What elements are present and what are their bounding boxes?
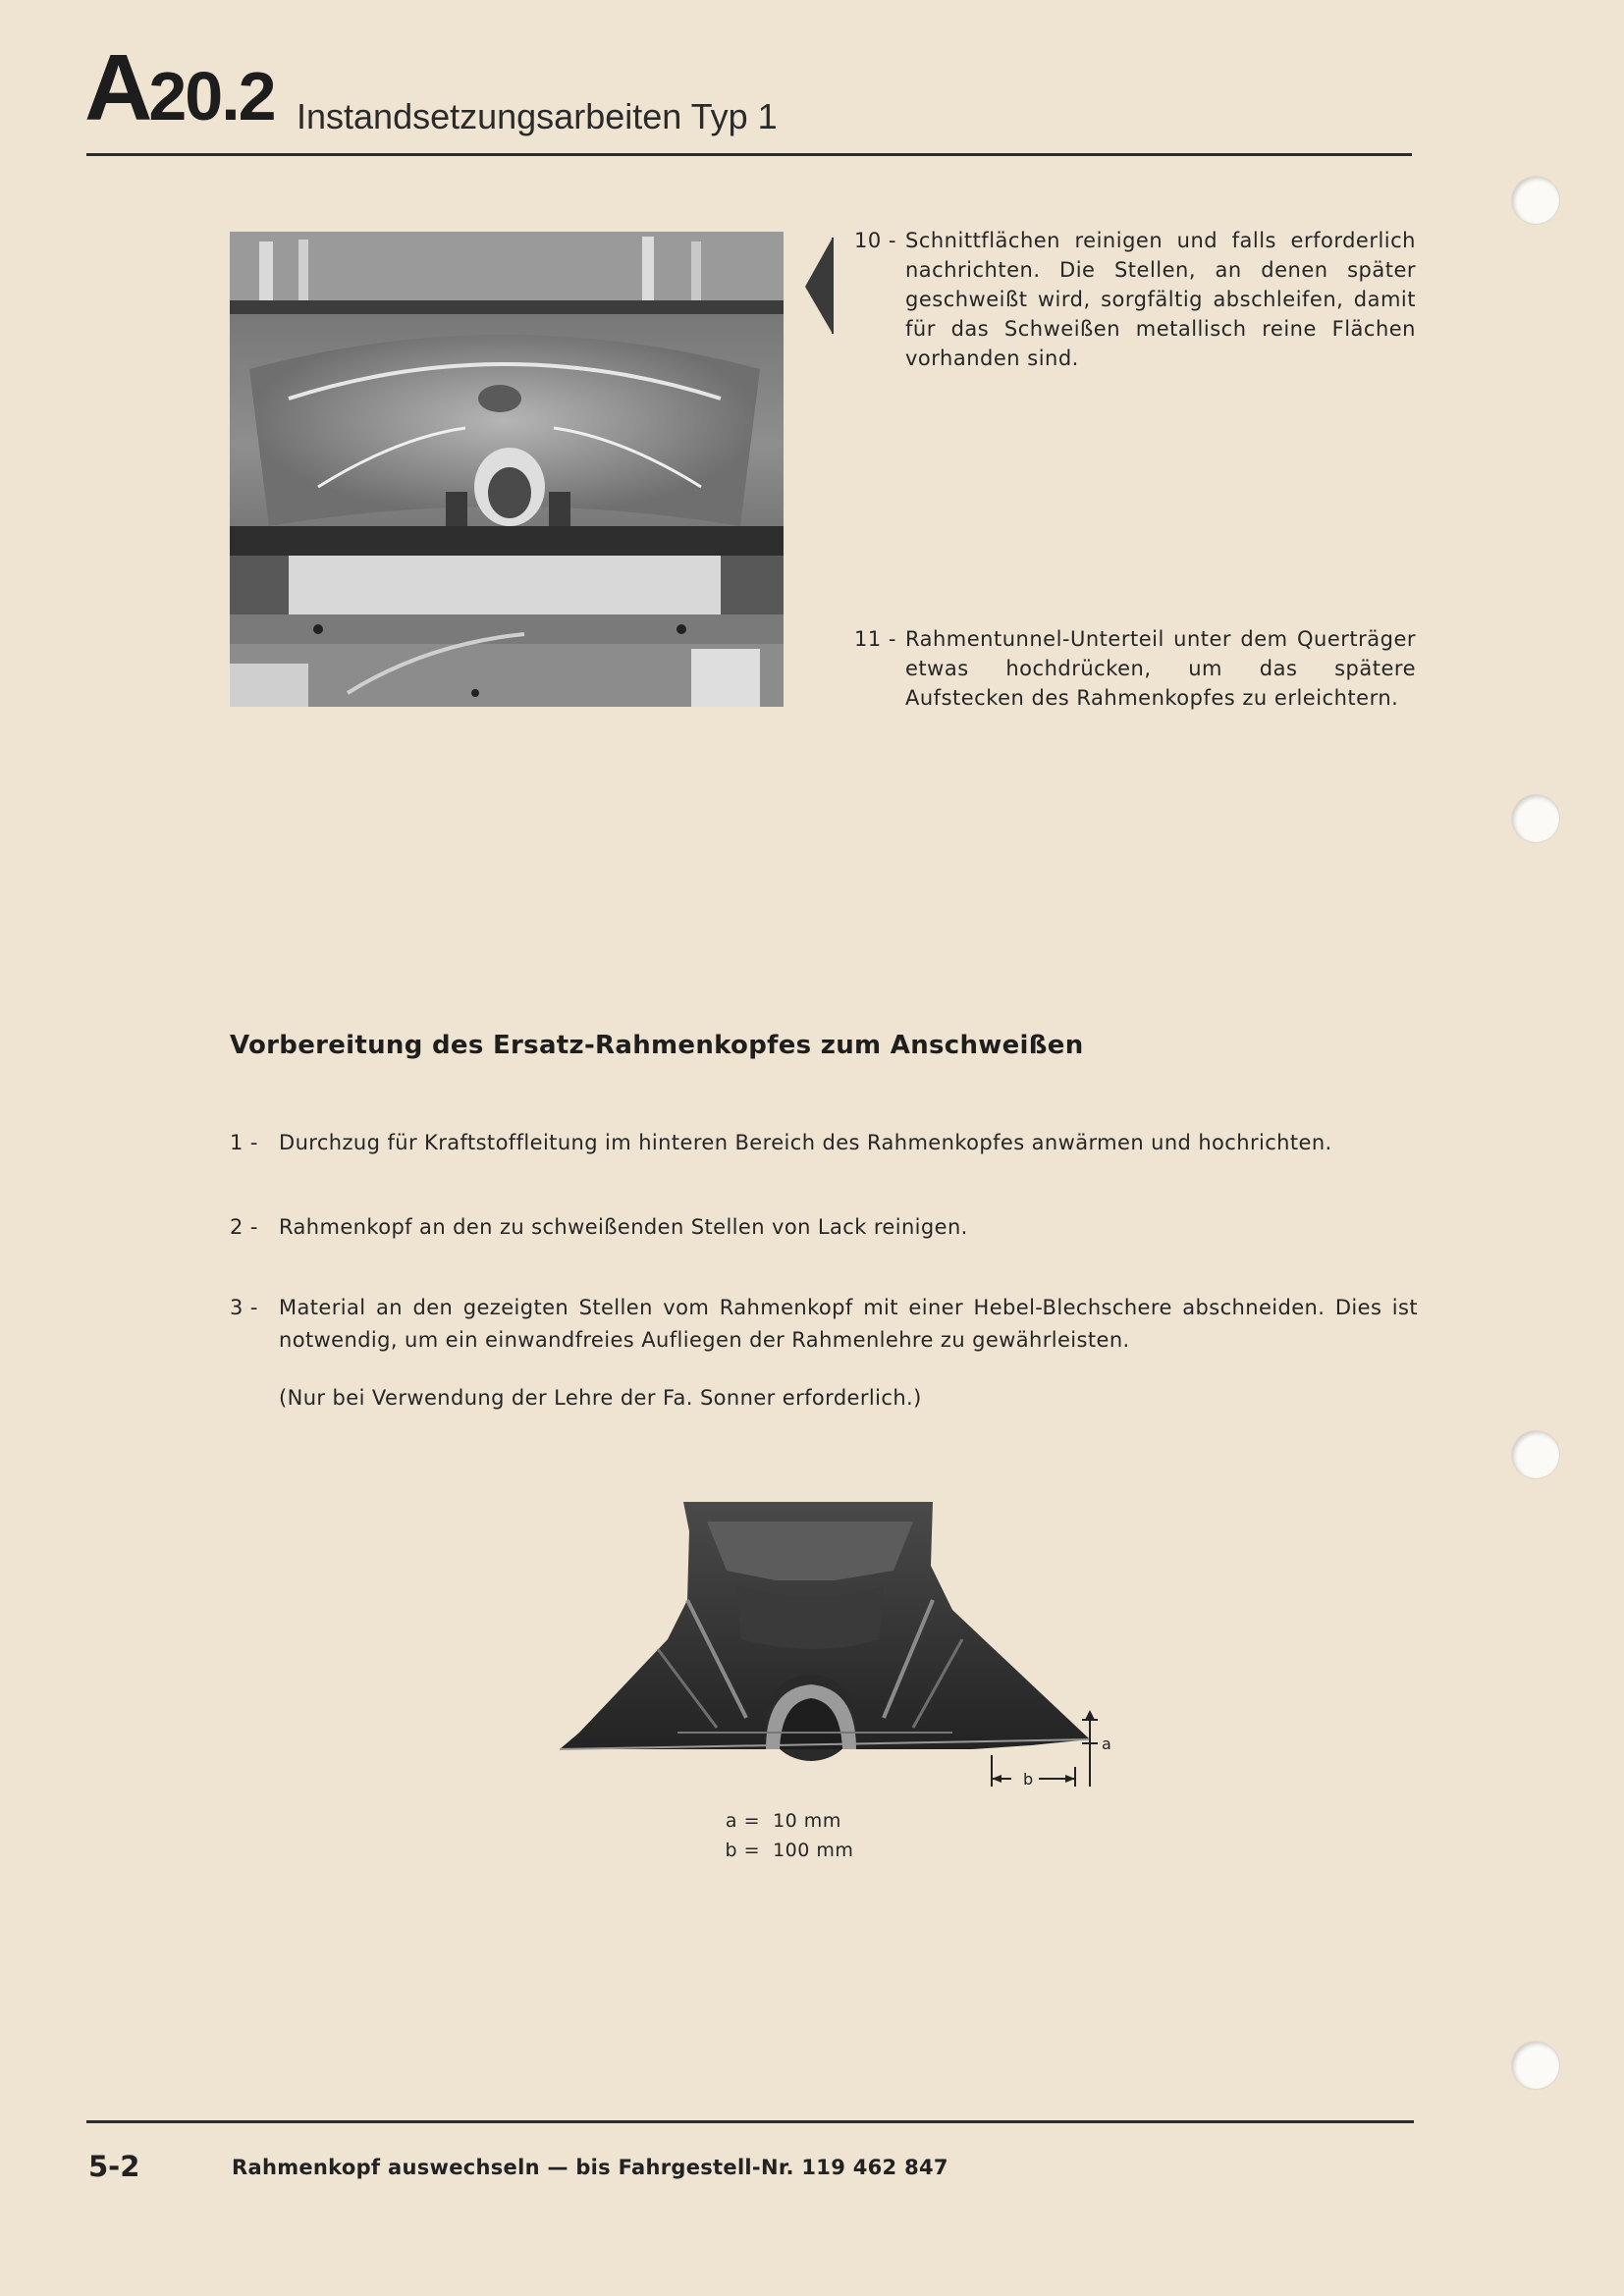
dimension-value: 10 mm — [773, 1810, 841, 1832]
dimension-key: a = — [725, 1810, 760, 1832]
page-title: Instandsetzungsarbeiten Typ 1 — [297, 96, 778, 136]
dimension-a — [709, 1810, 841, 1832]
step-number: 10 - — [854, 229, 896, 252]
underbody-photo — [230, 232, 784, 707]
item-number: 1 - — [230, 1131, 258, 1154]
item-text: Material an den gezeigten Stellen vom Rahmenkopf mit einer Hebel-Blechschere abschneiden. Dies ist notwendig, um ein einwandfreies Aufliegen der Rahmenlehre zu gewährleisten. — [279, 1296, 1418, 1352]
item-number: 3 - — [230, 1296, 258, 1319]
step-text: Rahmentunnel-Unterteil unter dem Querträger etwas hochdrücken, um das spätere Aufstecken des Rahmenkopfes zu erleichtern. — [905, 627, 1416, 710]
frame-head-diagram — [540, 1492, 1129, 1806]
arrow-marker-icon — [803, 236, 835, 336]
dimension-label-a: a — [1102, 1735, 1111, 1753]
section-code — [84, 35, 275, 140]
underbody-photo-image — [230, 232, 784, 707]
dimension-b — [709, 1840, 853, 1861]
footer-text: Rahmenkopf auswechseln — bis Fahrgestell-Nr. 119 462 847 — [232, 2156, 948, 2179]
dimension-key: b = — [725, 1840, 760, 1861]
punch-hole — [1512, 2042, 1559, 2089]
dimension-label-b: b — [1023, 1770, 1034, 1789]
page-number: 5-2 — [88, 2150, 140, 2183]
section-code-letter: A — [84, 35, 149, 140]
dimension-value: 100 mm — [773, 1840, 854, 1861]
step-number: 11 - — [854, 627, 896, 651]
section-code-number: 20.2 — [148, 58, 275, 134]
item-number: 2 - — [230, 1215, 258, 1239]
header-rule — [86, 153, 1412, 156]
punch-hole — [1512, 177, 1559, 224]
usage-note: (Nur bei Verwendung der Lehre der Fa. Sonner erforderlich.) — [279, 1386, 922, 1410]
section-heading: Vorbereitung des Ersatz-Rahmenkopfes zum Anschweißen — [230, 1031, 1084, 1060]
item-text: Rahmenkopf an den zu schweißenden Stellen von Lack reinigen. — [279, 1215, 968, 1239]
punch-hole — [1512, 795, 1559, 842]
step-text: Schnittflächen reinigen und falls erforderlich nachrichten. Die Stellen, an denen später geschweißt wird, sorgfältig abschleifen, damit für das Schweißen metallisch reine Flächen vorhanden sind. — [905, 229, 1416, 370]
footer-rule — [86, 2120, 1414, 2123]
punch-hole — [1512, 1431, 1559, 1478]
item-text: Durchzug für Kraftstoffleitung im hinteren Bereich des Rahmenkopfes anwärmen und hochrichten. — [279, 1131, 1332, 1154]
